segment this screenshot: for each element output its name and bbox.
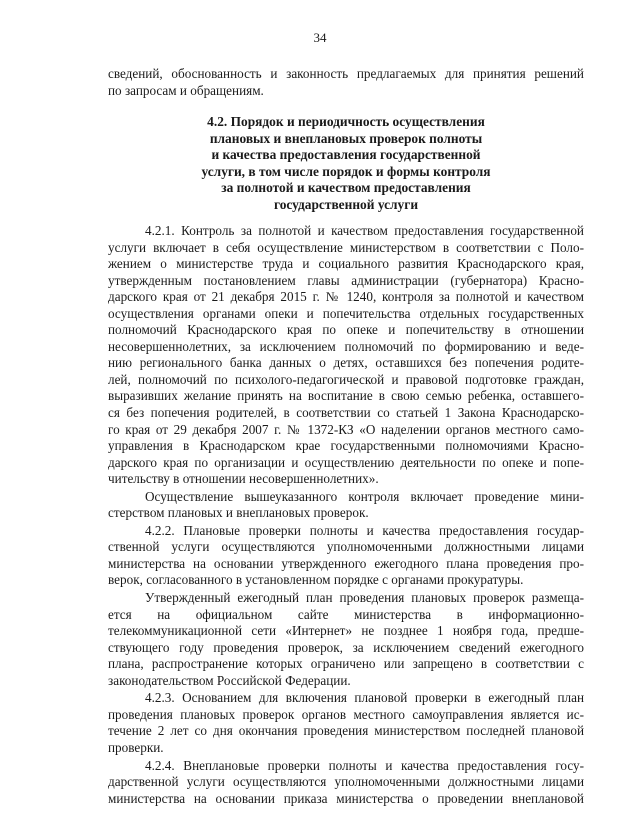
heading-line: государственной услуги (273, 196, 419, 212)
text-line: жением о министерстве труда и социального развития Краснодарского края, (108, 256, 584, 272)
paragraph (108, 690, 584, 756)
text-line: ствующего году проведения проверок, за исключением сведений ежегодного (108, 639, 584, 655)
paragraph (108, 489, 584, 522)
text-line: нию регионального банка данных о детях, оставшихся без попечения родите- (108, 355, 584, 371)
text-line: сведений, обоснованность и законность предлагаемых для принятия решений (108, 66, 584, 81)
text-line: дарственной услуги осуществляются уполномоченными должностными лицами (108, 774, 584, 790)
text-line: законодательством Российской Федерации. (108, 672, 351, 688)
text-line: по запросам и обращениям. (108, 82, 264, 98)
text-line: услуги включает в себя осуществление министерством в соответствии с Поло- (108, 239, 584, 255)
text-line: проверки. (108, 739, 164, 755)
text-line: полномочий Краснодарского края по опеке и попечительству в отношении (108, 322, 584, 338)
heading-line: плановых и внеплановых проверок полноты (209, 130, 483, 146)
text-line: плана, распространение которых ограничено или запрещено в соответствии с (108, 656, 584, 672)
text-line: ственной услуги осуществляются уполномоченными должностными лицами (108, 539, 584, 555)
text-line: 4.2.4. Внеплановые проверки полноты и качества предоставления госу- (145, 757, 584, 773)
text-line: проведения плановых проверок органов местного самоуправления является ис- (108, 706, 584, 722)
text-line: утвержденным постановлением главы администрации (губернатора) Красно- (108, 272, 584, 288)
text-line: выразивших желание принять на воспитание в свою семью ребенка, оставшего- (108, 388, 584, 404)
text-line: несовершеннолетних, за исключением полномочий по формированию и веде- (108, 338, 584, 354)
text-line: 4.2.3. Основанием для включения плановой проверки в ежегодный план (145, 690, 584, 706)
text-line: 4.2.2. Плановые проверки полноты и качества предоставления государ- (145, 522, 584, 538)
heading-line: за полнотой и качеством предоставления (221, 180, 471, 196)
paragraph (108, 523, 584, 589)
heading-line: услуги, в том числе порядок и формы контроля (201, 163, 491, 179)
text-line: ется на официальном сайте министерства в информационно- (108, 606, 584, 622)
text-line: дарского края от 21 декабря 2015 г. № 1240, контроля за полнотой и качеством (108, 289, 584, 305)
paragraph (108, 758, 584, 808)
text-line: осуществления органами опеки и попечительства отдельных государственных (108, 305, 584, 321)
intro-paragraph (108, 66, 584, 100)
heading-line: и качества предоставления государственной (211, 147, 481, 163)
text-line: Утвержденный ежегодный план проведения плановых проверок размеща- (145, 590, 584, 606)
paragraph (108, 223, 584, 488)
text-line: течение 2 лет со дня окончания проведения министерством последней плановой (108, 723, 584, 739)
paragraph (108, 66, 584, 99)
text-line: стерством плановых и внеплановых проверок. (108, 505, 369, 521)
page-number: 34 (313, 30, 327, 45)
text-line: министерства на основании утвержденного ежегодного плана проведения про- (108, 555, 584, 571)
text-line: го края от 29 декабря 2007 г. № 1372-КЗ «О наделении органов местного само- (108, 421, 584, 437)
section-heading (130, 114, 562, 214)
text-line: управления в Краснодарском крае государственными полномочиями Красно- (108, 438, 584, 454)
text-line: 4.2.1. Контроль за полнотой и качеством предоставления государственной (145, 223, 584, 238)
section-body (108, 223, 584, 808)
text-line: телекоммуникационной сети «Интернет» не позднее 1 ноября года, предше- (108, 623, 584, 639)
text-line: лей, полномочий по психолого-педагогической и правовой подготовке граждан, (108, 371, 584, 387)
text-line: ся без попечения родителей, в соответствии со статьей 1 Закона Краснодарско- (108, 405, 584, 421)
text-line: дарского края по организации и осуществлению деятельности по опеке и попе- (108, 454, 584, 470)
paragraph (108, 590, 584, 689)
text-line: верок, согласованного в установленном порядке с органами прокуратуры. (108, 572, 524, 588)
text-line: чительству в отношении несовершеннолетних». (108, 471, 379, 487)
text-line: Осуществление вышеуказанного контроля включает проведение мини- (145, 488, 584, 504)
text-line: министерства на основании приказа министерства о проведении внеплановой (108, 790, 584, 806)
heading-line: 4.2. Порядок и периодичность осуществления (207, 114, 485, 129)
